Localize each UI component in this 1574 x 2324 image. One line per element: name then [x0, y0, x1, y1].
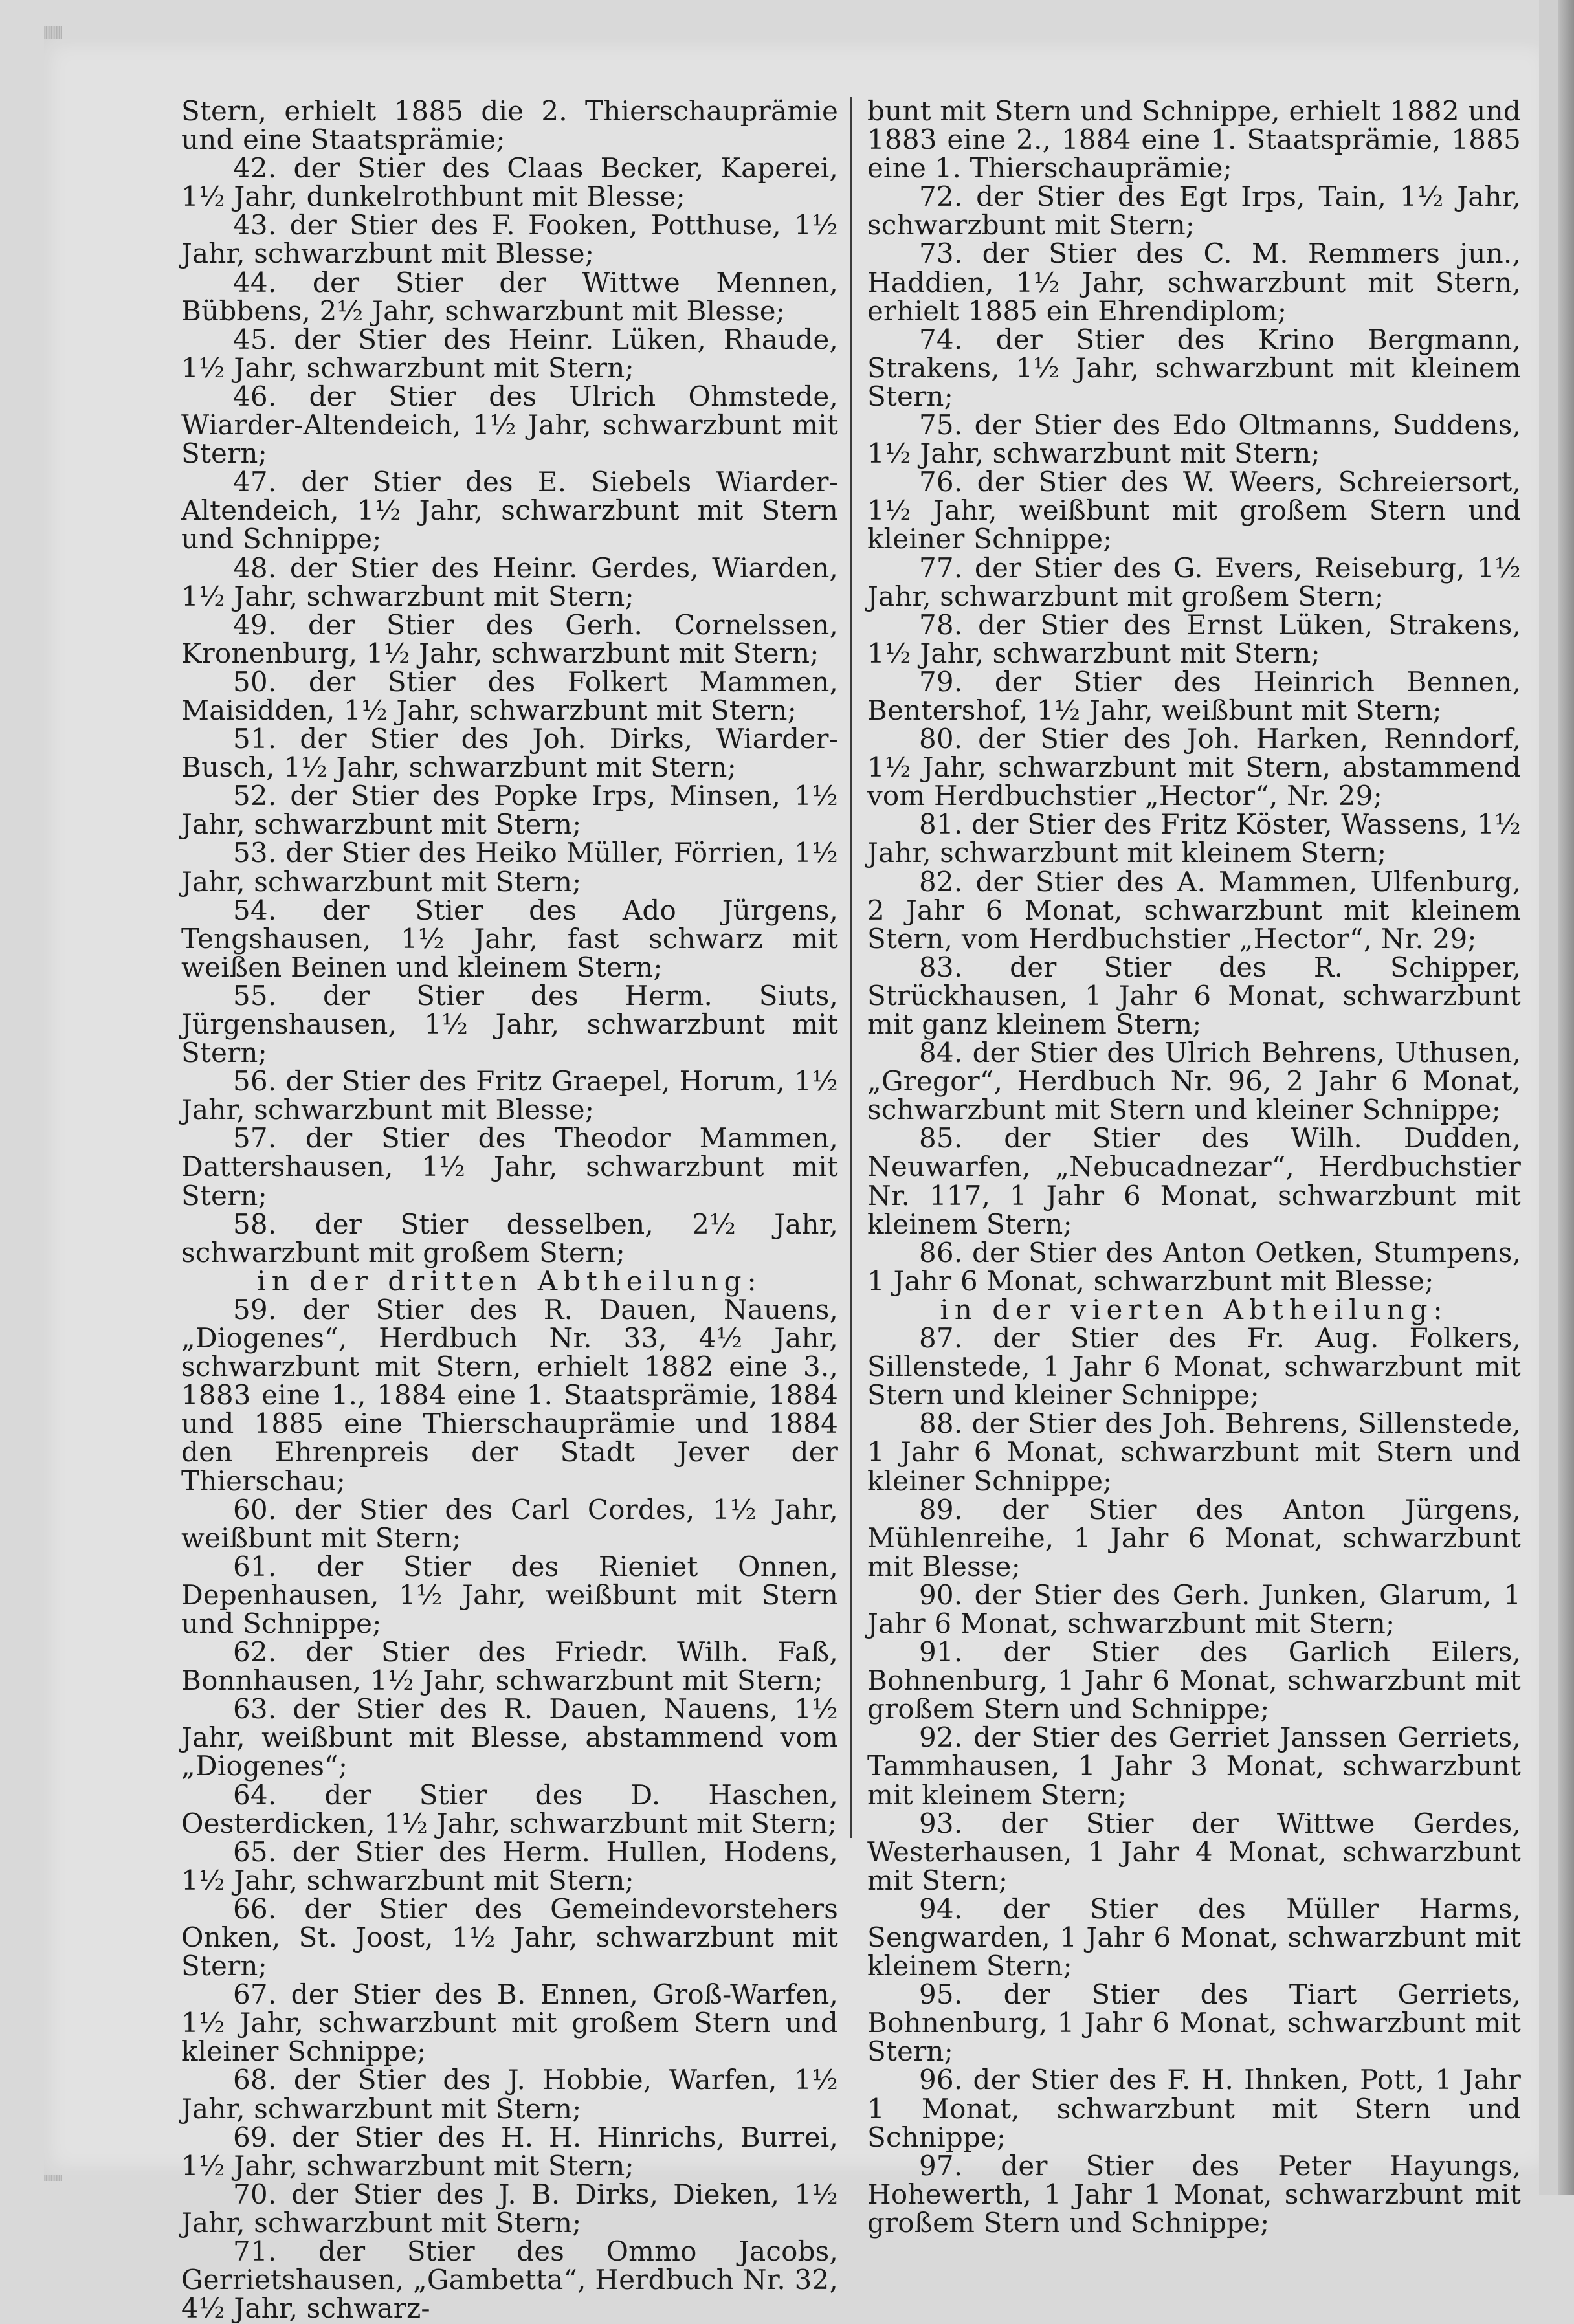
bull-entry: 47. der Stier des E. Siebels Wiarder-Altendeich, 1½ Jahr, schwarzbunt mit Stern und Schnippe; [181, 466, 838, 555]
bull-entry: 65. der Stier des Herm. Hullen, Hodens, 1½ Jahr, schwarzbunt mit Stern; [181, 1835, 838, 1896]
bull-entry: 84. der Stier des Ulrich Behrens, Uthusen, „Gregor“, Herdbuch Nr. 96, 2 Jahr 6 Monat, schwarzbunt mit Stern und kleiner Schnippe; [867, 1037, 1521, 1126]
scan-margin [1539, 0, 1558, 2195]
bull-entry: 87. der Stier des Fr. Aug. Folkers, Sillenstede, 1 Jahr 6 Monat, schwarzbunt mit Stern und kleiner Schnippe; [867, 1322, 1521, 1411]
bull-entry: 75. der Stier des Edo Oltmanns, Suddens, 1½ Jahr, schwarzbunt mit Stern; [867, 409, 1521, 470]
bull-entry: 97. der Stier des Peter Hayungs, Hohewerth, 1 Jahr 1 Monat, schwarzbunt mit großem Stern und Schnippe; [867, 2149, 1521, 2239]
bull-entry: 42. der Stier des Claas Becker, Kaperei, 1½ Jahr, dunkelrothbunt mit Blesse; [181, 152, 838, 213]
bull-entry: 44. der Stier der Wittwe Mennen, Bübbens, 2½ Jahr, schwarzbunt mit Blesse; [181, 266, 838, 327]
bull-entry: 80. der Stier des Joh. Harken, Renndorf, 1½ Jahr, schwarzbunt mit Stern, abstammend vom Herdbuchstier „Hector“, Nr. 29; [867, 723, 1521, 812]
bull-entry: 94. der Stier des Müller Harms, Sengwarden, 1 Jahr 6 Monat, schwarzbunt mit kleinem Stern; [867, 1892, 1521, 1982]
bull-entry: 52. der Stier des Popke Irps, Minsen, 1½ Jahr, schwarzbunt mit Stern; [181, 780, 838, 841]
bull-entry: 86. der Stier des Anton Oetken, Stumpens, 1 Jahr 6 Monat, schwarzbunt mit Blesse; [867, 1236, 1521, 1297]
bull-entry: 93. der Stier der Wittwe Gerdes, Westerhausen, 1 Jahr 4 Monat, schwarzbunt mit Stern; [867, 1807, 1521, 1896]
bull-entry: 59. der Stier des R. Dauen, Nauens, „Diogenes“, Herdbuch Nr. 33, 4½ Jahr, schwarzbunt mit Stern, erhielt 1882 eine 3., 1883 eine 1., 1884 eine 1. Staatsprämie, 1884 und 1885 eine Thierschauprämie und 1884 den Ehrenpreis der Stadt Jever der Thierschau; [181, 1293, 838, 1497]
bull-entry: 88. der Stier des Joh. Behrens, Sillenstede, 1 Jahr 6 Monat, schwarzbunt mit Stern und kleiner Schnippe; [867, 1408, 1521, 1497]
right-column [867, 97, 1521, 2237]
bull-entry: 81. der Stier des Fritz Köster, Wassens, 1½ Jahr, schwarzbunt mit kleinem Stern; [867, 808, 1521, 869]
bull-entry: 83. der Stier des R. Schipper, Strückhausen, 1 Jahr 6 Monat, schwarzbunt mit ganz kleinem Stern; [867, 951, 1521, 1040]
scan-border [1558, 0, 1574, 2195]
section-heading: in der vierten Abtheilung: [940, 1293, 1448, 1325]
bull-entry: 53. der Stier des Heiko Müller, Förrien, 1½ Jahr, schwarzbunt mit Stern; [181, 837, 838, 898]
continuation-text: Stern, erhielt 1885 die 2. Thierschauprämie und eine Staatsprämie; [181, 95, 838, 156]
bull-entry: 54. der Stier des Ado Jürgens, Tengshausen, 1½ Jahr, fast schwarz mit weißen Beinen und kleinem Stern; [181, 894, 838, 983]
bull-entry: 63. der Stier des R. Dauen, Nauens, 1½ Jahr, weißbunt mit Blesse, abstammend vom „Diogenes“; [181, 1693, 838, 1782]
bull-entry: 82. der Stier des A. Mammen, Ulfenburg, 2 Jahr 6 Monat, schwarzbunt mit kleinem Stern, vom Herdbuchstier „Hector“, Nr. 29; [867, 865, 1521, 955]
bull-entry: 90. der Stier des Gerh. Junken, Glarum, 1 Jahr 6 Monat, schwarzbunt mit Stern; [867, 1578, 1521, 1639]
bull-entry: 91. der Stier des Garlich Eilers, Bohnenburg, 1 Jahr 6 Monat, schwarzbunt mit großem Stern und Schnippe; [867, 1636, 1521, 1725]
bull-entry: 85. der Stier des Wilh. Dudden, Neuwarfen, „Nebucadnezar“, Herdbuchstier Nr. 117, 1 Jahr 6 Monat, schwarzbunt mit kleinem Stern; [867, 1122, 1521, 1240]
bull-entry: 92. der Stier des Gerriet Janssen Gerriets, Tammhausen, 1 Jahr 3 Monat, schwarzbunt mit kleinem Stern; [867, 1721, 1521, 1811]
bull-entry: 62. der Stier des Friedr. Wilh. Faß, Bonnhausen, 1½ Jahr, schwarzbunt mit Stern; [181, 1636, 838, 1697]
bull-entry: 72. der Stier des Egt Irps, Tain, 1½ Jahr, schwarzbunt mit Stern; [867, 181, 1521, 241]
bull-entry: 96. der Stier des F. H. Ihnken, Pott, 1 Jahr 1 Monat, schwarzbunt mit Stern und Schnippe; [867, 2064, 1521, 2153]
bull-entry: 43. der Stier des F. Fooken, Potthuse, 1½ Jahr, schwarzbunt mit Blesse; [181, 209, 838, 270]
bull-entry: 60. der Stier des Carl Cordes, 1½ Jahr, weißbunt mit Stern; [181, 1493, 838, 1554]
bull-entry: 68. der Stier des J. Hobbie, Warfen, 1½ Jahr, schwarzbunt mit Stern; [181, 2064, 838, 2125]
continuation-text: bunt mit Stern und Schnippe, erhielt 1882 und 1883 eine 2., 1884 eine 1. Staatsprämie, 1885 eine 1. Thierschauprämie; [867, 95, 1521, 184]
bull-entry: 70. der Stier des J. B. Dirks, Dieken, 1½ Jahr, schwarzbunt mit Stern; [181, 2178, 838, 2239]
bull-entry: 57. der Stier des Theodor Mammen, Dattershausen, 1½ Jahr, schwarzbunt mit Stern; [181, 1122, 838, 1212]
bull-entry: 89. der Stier des Anton Jürgens, Mühlenreihe, 1 Jahr 6 Monat, schwarzbunt mit Blesse; [867, 1493, 1521, 1582]
bull-entry: 61. der Stier des Rieniet Onnen, Depenhausen, 1½ Jahr, weißbunt mit Stern und Schnippe; [181, 1550, 838, 1639]
column-divider [850, 97, 852, 1838]
bull-entry: 73. der Stier des C. M. Remmers jun., Haddien, 1½ Jahr, schwarzbunt mit Stern, erhielt 1885 ein Ehrendiplom; [867, 238, 1521, 327]
bull-entry: 58. der Stier desselben, 2½ Jahr, schwarzbunt mit großem Stern; [181, 1208, 838, 1268]
bull-entry: 49. der Stier des Gerh. Cornelssen, Kronenburg, 1½ Jahr, schwarzbunt mit Stern; [181, 608, 838, 669]
bull-entry: 46. der Stier des Ulrich Ohmstede, Wiarder-Altendeich, 1½ Jahr, schwarzbunt mit Stern; [181, 380, 838, 470]
bull-entry: 77. der Stier des G. Evers, Reiseburg, 1½ Jahr, schwarzbunt mit großem Stern; [867, 551, 1521, 612]
bull-entry: 79. der Stier des Heinrich Bennen, Bentershof, 1½ Jahr, weißbunt mit Stern; [867, 665, 1521, 726]
bull-entry: 55. der Stier des Herm. Siuts, Jürgenshausen, 1½ Jahr, schwarzbunt mit Stern; [181, 979, 838, 1069]
bull-entry: 69. der Stier des H. H. Hinrichs, Burrei, 1½ Jahr, schwarzbunt mit Stern; [181, 2121, 838, 2182]
bull-entry: 45. der Stier des Heinr. Lüken, Rhaude, 1½ Jahr, schwarzbunt mit Stern; [181, 323, 838, 384]
bull-entry: 71. der Stier des Ommo Jacobs, Gerrietshausen, „Gambetta“, Herdbuch Nr. 32, 4½ Jahr, schwarz- [181, 2235, 838, 2324]
bull-entry: 67. der Stier des B. Ennen, Groß-Warfen, 1½ Jahr, schwarzbunt mit großem Stern und kleiner Schnippe; [181, 1978, 838, 2068]
left-column [181, 97, 838, 2323]
bull-entry: 50. der Stier des Folkert Mammen, Maisidden, 1½ Jahr, schwarzbunt mit Stern; [181, 665, 838, 726]
bull-entry: 95. der Stier des Tiart Gerriets, Bohnenburg, 1 Jahr 6 Monat, schwarzbunt mit Stern; [867, 1978, 1521, 2068]
bull-entry: 78. der Stier des Ernst Lüken, Strakens, 1½ Jahr, schwarzbunt mit Stern; [867, 608, 1521, 669]
bull-entry: 76. der Stier des W. Weers, Schreiersort, 1½ Jahr, weißbunt mit großem Stern und kleiner Schnippe; [867, 466, 1521, 555]
bull-entry: 66. der Stier des Gemeindevorstehers Onken, St. Joost, 1½ Jahr, schwarzbunt mit Stern; [181, 1892, 838, 1982]
bull-entry: 64. der Stier des D. Haschen, Oesterdicken, 1½ Jahr, schwarzbunt mit Stern; [181, 1778, 838, 1839]
bull-entry: 51. der Stier des Joh. Dirks, Wiarder-Busch, 1½ Jahr, schwarzbunt mit Stern; [181, 723, 838, 784]
bull-entry: 56. der Stier des Fritz Graepel, Horum, 1½ Jahr, schwarzbunt mit Blesse; [181, 1065, 838, 1126]
bull-entry: 74. der Stier des Krino Bergmann, Strakens, 1½ Jahr, schwarzbunt mit kleinem Stern; [867, 323, 1521, 412]
section-heading: in der dritten Abtheilung: [257, 1265, 762, 1297]
bull-entry: 48. der Stier des Heinr. Gerdes, Wiarden, 1½ Jahr, schwarzbunt mit Stern; [181, 551, 838, 612]
